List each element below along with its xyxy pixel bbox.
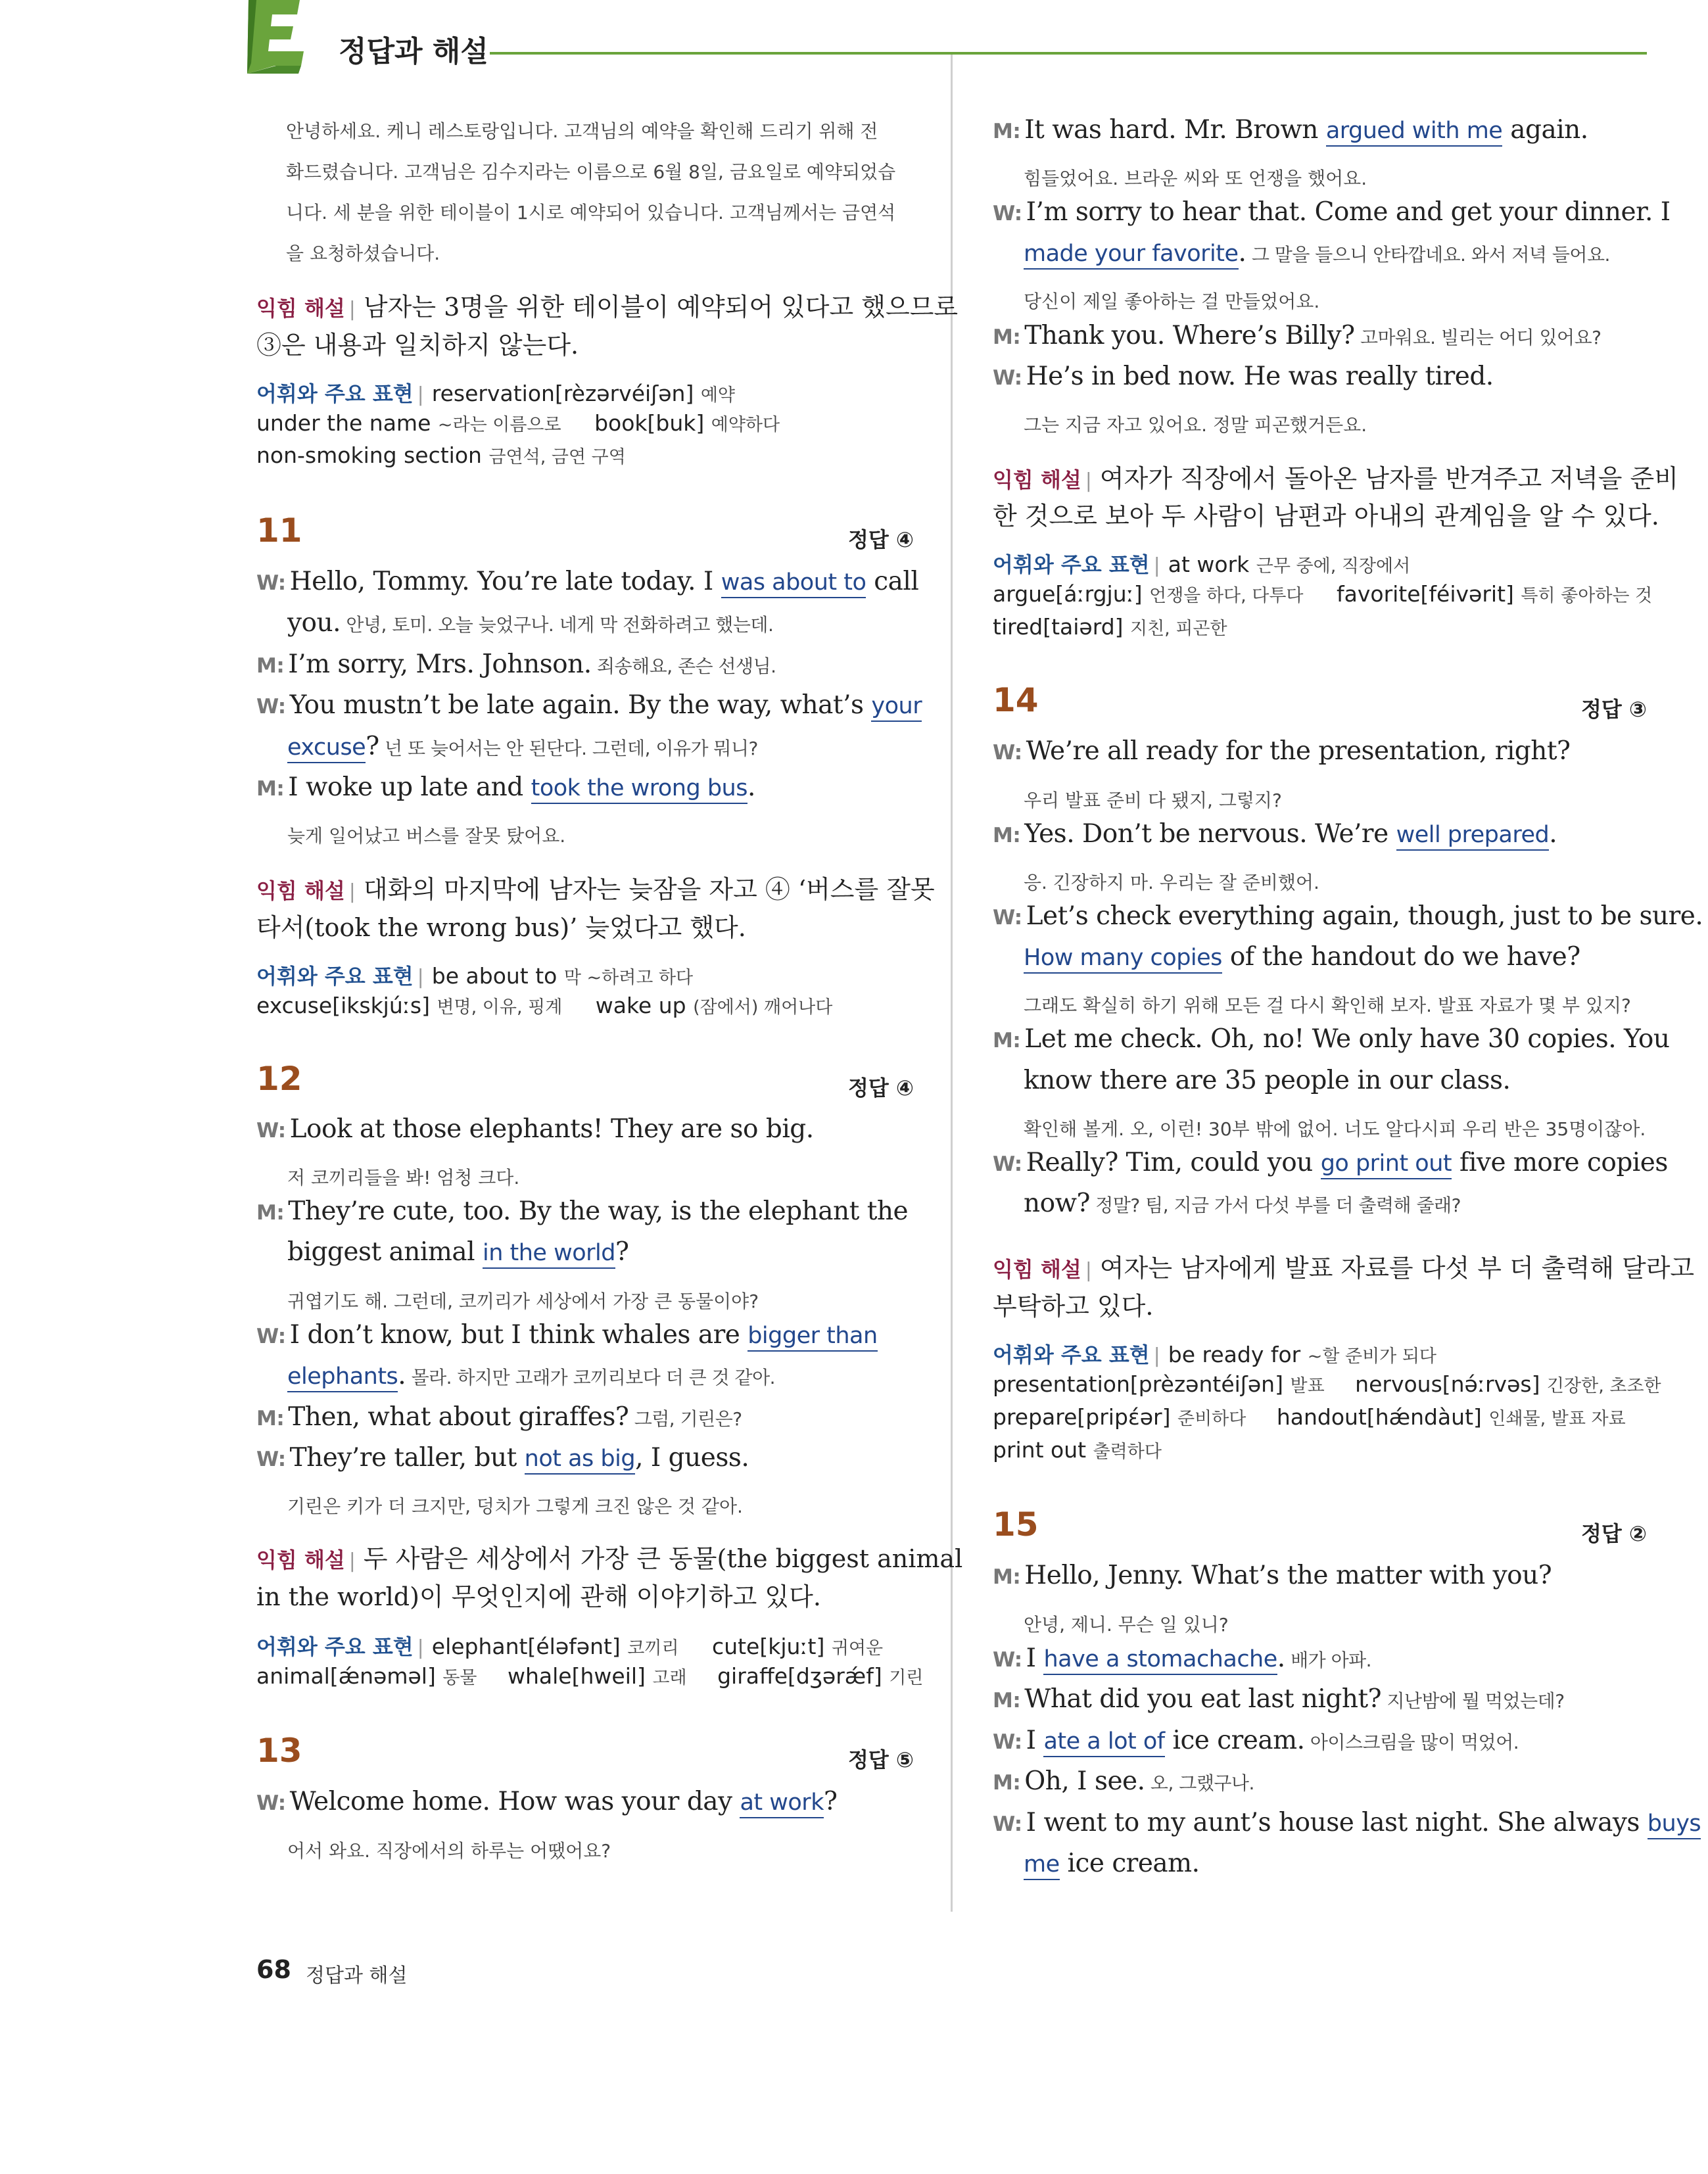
dialogue-text: .: [747, 772, 755, 802]
vocab-13-line: 어휘와 주요 표현 | at work 근무 중에, 직장에서: [993, 552, 1411, 577]
explanation-10: 익힘 해설 | 남자는 3명을 위한 테이블이 예약되어 있다고 했으므로: [256, 293, 959, 321]
dialogue-text: I went to my aunt’s house last night. She always: [1026, 1808, 1648, 1837]
explanation-14: 익힘 해설 | 여자는 남자에게 발표 자료를 다섯 부 더 출력해 달라고: [993, 1254, 1695, 1283]
dialogue-text: You mustn’t be late again. By the way, what’s: [289, 690, 872, 720]
dialogue-text: you.: [287, 608, 341, 638]
answer-key: 정답 ③: [1580, 697, 1647, 722]
vocab-11-line: 어휘와 주요 표현 | be about to 막 ~하려고 하다: [256, 963, 694, 989]
vocab-term: cute[kjuːt]: [712, 1634, 825, 1659]
blank-answer: go print out: [1321, 1150, 1452, 1179]
dialogue-line: [287, 1237, 629, 1267]
dialogue-text: , I guess.: [635, 1443, 749, 1473]
translation: 귀엽기도 해. 그런데, 코끼리가 세상에서 가장 큰 동물이야?: [287, 1290, 759, 1312]
page-header-title: 정답과 해설: [339, 35, 488, 68]
vocab-term: nervous[nə́ːrvəs]: [1355, 1371, 1540, 1397]
vocab-meaning: ~할 준비가 되다: [1307, 1346, 1437, 1367]
vocab-14-line: [993, 1371, 1661, 1397]
speaker-label: M:: [256, 654, 285, 678]
explanation-label: 익힘 해설: [993, 467, 1081, 492]
explanation-text: ③은 내용과 일치하지 않는다.: [256, 331, 579, 360]
dialogue-text: I woke up late and: [288, 772, 531, 802]
vocab-meaning: 근무 중에, 직장에서: [1256, 556, 1411, 577]
vocab-14-line: 어휘와 주요 표현 | be ready for ~할 준비가 되다: [993, 1342, 1437, 1367]
vocab-term: giraffe[dʒərǽf]: [717, 1663, 882, 1689]
answer-key: 정답 ④: [847, 527, 914, 552]
blank-answer: made your favorite: [1024, 241, 1239, 270]
blank-answer: buys: [1648, 1810, 1701, 1839]
dialogue-text: biggest animal: [287, 1237, 483, 1267]
vocab-term: print out: [993, 1437, 1087, 1463]
translation: 안녕, 제니. 무슨 일 있니?: [1024, 1614, 1229, 1636]
blank-answer: excuse: [287, 734, 366, 763]
speaker-label: M:: [993, 1771, 1021, 1795]
blank-answer: elephants: [287, 1363, 398, 1392]
vocab-meaning: 귀여운: [831, 1638, 884, 1659]
vocab-term: animal[ǽnəməl]: [256, 1663, 436, 1689]
translation: 고마워요. 빌리는 어디 있어요?: [1354, 327, 1601, 348]
vocab-11-line: [256, 993, 832, 1018]
intro-line: 화드렸습니다. 고객님은 김수지라는 이름으로 6월 8일, 금요일로 예약되었습: [286, 161, 896, 183]
dialogue-line: [1024, 942, 1580, 972]
dialogue-text: Really? Tim, could you: [1026, 1148, 1321, 1177]
translation: 그래도 확실히 하기 위해 모든 걸 다시 확인해 보자. 발표 자료가 몇 부 있지?: [1024, 995, 1631, 1016]
translation: 그는 지금 자고 있어요. 정말 피곤했거든요.: [1024, 414, 1367, 436]
dialogue-text: ?: [823, 1787, 838, 1816]
dialogue-line: [256, 1443, 749, 1473]
translation: 안녕, 토미. 오늘 늦었구나. 네게 막 전화하려고 했는데.: [341, 614, 774, 636]
header-rule: [490, 52, 1647, 55]
dialogue-text: ice cream.: [1059, 1849, 1200, 1878]
explanation-label: 익힘 해설: [256, 296, 345, 321]
dialogue-text: They’re cute, too. By the way, is the elephant the: [288, 1196, 909, 1226]
dialogue-text: ?: [615, 1237, 629, 1267]
vocab-label: 어휘와 주요 표현: [993, 1342, 1150, 1367]
translation: 죄송해요, 존슨 선생님.: [591, 655, 776, 677]
vocab-term: presentation[prèzəntéiʃən]: [993, 1371, 1283, 1397]
explanation-label: 익힘 해설: [993, 1257, 1081, 1282]
translation: 힘들었어요. 브라운 씨와 또 언쟁을 했어요.: [1024, 168, 1367, 189]
vocab-meaning: 긴장한, 초조한: [1546, 1376, 1661, 1396]
dialogue-line: [993, 1766, 1254, 1796]
vocab-label: 어휘와 주요 표현: [256, 381, 414, 406]
translation: 아이스크림을 많이 먹었어.: [1304, 1732, 1519, 1753]
explanation-text: 한 것으로 보아 두 사람이 남편과 아내의 관계임을 알 수 있다.: [993, 502, 1659, 531]
dialogue-text: now?: [1024, 1189, 1090, 1218]
dialogue-line: [287, 732, 758, 761]
vocab-term: argue[áːrgjuː]: [993, 581, 1143, 607]
vocab-term: at work: [1168, 552, 1250, 577]
dialogue-line: [993, 1561, 1552, 1590]
translation: 배가 아파.: [1285, 1649, 1372, 1671]
column-divider: [951, 55, 953, 1912]
vocab-meaning: 특히 좋아하는 것: [1521, 586, 1653, 606]
vocab-meaning: 변명, 이유, 핑계: [437, 997, 563, 1018]
vocab-term: handout[hǽndàut]: [1276, 1404, 1482, 1430]
blank-answer: at work: [740, 1789, 824, 1818]
speaker-label: W:: [993, 202, 1022, 225]
speaker-label: M:: [993, 1565, 1021, 1589]
answer-key: 정답 ④: [847, 1075, 914, 1100]
speaker-label: M:: [993, 824, 1021, 847]
intro-line: 안녕하세요. 케니 레스토랑입니다. 고객님의 예약을 확인해 드리기 위해 전: [286, 120, 878, 142]
page-number: 68: [256, 1955, 291, 1984]
dialogue-line: [256, 567, 918, 596]
speaker-label: W:: [256, 571, 286, 595]
dialogue-text: Hello, Jenny. What’s the matter with you?: [1024, 1561, 1552, 1590]
explanation-text: 남자는 3명을 위한 테이블이 예약되어 있다고 했으므로: [363, 293, 959, 321]
dialogue-text: .: [1549, 819, 1557, 849]
dialogue-text: five more copies: [1452, 1148, 1668, 1177]
vocab-meaning: 고래: [652, 1668, 687, 1688]
dialogue-line: [287, 608, 773, 638]
dialogue-text: Hello, Tommy. You’re late today. I: [289, 567, 721, 596]
explanation-13: 익힘 해설 | 여자가 직장에서 돌아온 남자를 반겨주고 저녁을 준비: [993, 464, 1678, 493]
explanation-text: 여자가 직장에서 돌아온 남자를 반겨주고 저녁을 준비: [1099, 464, 1678, 493]
dialogue-line: [1024, 1849, 1200, 1878]
vocab-term: reservation[rèzərvéiʃən]: [431, 381, 694, 406]
dialogue-line: [993, 362, 1494, 391]
dialogue-text: Yes. Don’t be nervous. We’re: [1024, 819, 1396, 849]
dialogue-line: [1024, 1189, 1461, 1218]
speaker-label: W:: [256, 695, 286, 719]
dialogue-text: We’re all ready for the presentation, right?: [1026, 736, 1571, 766]
speaker-label: M:: [993, 120, 1021, 143]
dialogue-line: [256, 1787, 837, 1816]
dialogue-text: Welcome home. How was your day: [289, 1787, 740, 1816]
speaker-label: M:: [256, 1407, 285, 1430]
explanation-text: in the world)이 무엇인지에 관해 이야기하고 있다.: [256, 1582, 821, 1611]
blank-answer: in the world: [483, 1240, 615, 1269]
dialogue-line: [993, 197, 1671, 227]
dialogue-text: They’re taller, but: [289, 1443, 525, 1473]
vocab-meaning: 지친, 피곤한: [1130, 619, 1227, 639]
vocab-term: elephant[éləfənt]: [431, 1634, 621, 1659]
dialogue-line: [993, 115, 1588, 145]
blank-answer: me: [1024, 1851, 1060, 1880]
translation: 그럼, 기린은?: [629, 1408, 742, 1430]
dialogue-text: I don’t know, but I think whales are: [289, 1320, 748, 1350]
speaker-label: W:: [256, 1325, 286, 1348]
blank-answer: ate a lot of: [1043, 1728, 1164, 1757]
vocab-meaning: 언쟁을 하다, 다투다: [1149, 586, 1304, 606]
dialogue-text: again.: [1502, 115, 1588, 145]
speaker-label: W:: [993, 1812, 1022, 1836]
vocab-term: book[buk]: [594, 410, 705, 436]
vocab-meaning: 금연석, 금연 구역: [488, 447, 626, 467]
dialogue-line: [993, 1148, 1668, 1177]
blank-answer: your: [871, 693, 922, 722]
footer-label: 정답과 해설: [306, 1964, 408, 1987]
intro-line: 을 요청하셨습니다.: [286, 243, 440, 264]
explanation-12: 익힘 해설 | 두 사람은 세상에서 가장 큰 동물(the biggest animal: [256, 1544, 963, 1573]
blank-answer: bigger than: [747, 1323, 877, 1352]
question-number: 13: [256, 1732, 302, 1770]
vocab-term: wake up: [595, 993, 686, 1018]
translation: 몰라. 하지만 고래가 코끼리보다 더 큰 것 같아.: [406, 1367, 776, 1388]
dialogue-line: [256, 772, 755, 802]
translation: 어서 와요. 직장에서의 하루는 어땠어요?: [287, 1840, 611, 1862]
speaker-label: M:: [993, 325, 1021, 349]
dialogue-line: [256, 690, 922, 720]
translation: 그 말을 들으니 안타깝네요. 와서 저녁 들어요.: [1246, 244, 1610, 266]
vocab-10-line: [256, 410, 780, 436]
translation: 확인해 볼게. 오, 이런! 30부 밖에 없어. 너도 알다시피 우리 반은 35명이잖아.: [1024, 1118, 1646, 1140]
dialogue-text: .: [1277, 1643, 1285, 1673]
dialogue-text: I: [1026, 1726, 1044, 1755]
dialogue-text: It was hard. Mr. Brown: [1024, 115, 1326, 145]
dialogue-text: I’m sorry to hear that. Come and get your dinner. I: [1026, 197, 1671, 227]
vocab-term: favorite[féivərit]: [1337, 581, 1514, 607]
blank-answer: took the wrong bus: [531, 775, 747, 804]
translation: 지난밤에 뭘 먹었는데?: [1381, 1690, 1565, 1712]
vocab-label: 어휘와 주요 표현: [256, 964, 414, 989]
dialogue-line: [256, 1114, 814, 1144]
answer-key: 정답 ⑤: [847, 1747, 914, 1772]
dialogue-text: Then, what about giraffes?: [288, 1402, 629, 1432]
dialogue-line: [993, 321, 1601, 350]
vocab-term: excuse[ikskjúːs]: [256, 993, 430, 1018]
explanation-text: 부탁하고 있다.: [993, 1292, 1154, 1321]
translation: 우리 발표 준비 다 됐지, 그렇지?: [1024, 790, 1282, 811]
vocab-13-line: [993, 581, 1652, 607]
vocab-term: non-smoking section: [256, 442, 482, 468]
explanation-label: 익힘 해설: [256, 878, 345, 903]
dialogue-line: [256, 650, 776, 679]
vocab-12-line: [256, 1663, 923, 1689]
translation: 기린은 키가 더 크지만, 덩치가 그렇게 크진 않은 것 같아.: [287, 1496, 743, 1517]
vocab-14-line: [993, 1437, 1162, 1463]
speaker-label: M:: [256, 777, 285, 801]
vocab-term: prepare[pripέər]: [993, 1404, 1171, 1430]
vocab-meaning: 준비하다: [1177, 1409, 1246, 1429]
speaker-label: W:: [993, 741, 1022, 765]
answer-key: 정답 ②: [1580, 1521, 1647, 1546]
dialogue-text: of the handout do we have?: [1222, 942, 1580, 972]
translation: 정말? 팀, 지금 가서 다섯 부를 더 출력해 줄래?: [1089, 1194, 1461, 1216]
dialogue-text: Let’s check everything again, though, just to be sure.: [1026, 901, 1703, 931]
vocab-meaning: 기린: [889, 1668, 924, 1688]
vocab-meaning: 예약: [700, 385, 736, 406]
dialogue-text: call: [866, 567, 919, 596]
explanation-text: 대화의 마지막에 남자는 늦잠을 자고 ④ ‘버스를 잘못: [363, 875, 935, 904]
dialogue-line: [993, 1726, 1519, 1755]
dialogue-text: .: [398, 1361, 406, 1390]
blank-answer: was about to: [721, 569, 866, 598]
vocab-12-line: 어휘와 주요 표현 | elephant[éləfənt] 코끼리 cute[kjuːt] 귀여운: [256, 1634, 884, 1659]
dialogue-line: know there are 35 people in our class.: [1024, 1066, 1511, 1095]
dialogue-text: .: [1238, 238, 1246, 268]
vocab-label: 어휘와 주요 표현: [256, 1634, 414, 1659]
speaker-label: W:: [993, 1730, 1022, 1754]
vocab-meaning: 발표: [1290, 1376, 1325, 1396]
vocab-10-line: [256, 442, 626, 468]
speaker-label: M:: [993, 1689, 1021, 1713]
intro-line: 니다. 세 분을 위한 테이블이 1시로 예약되어 있습니다. 고객님께서는 금연석: [286, 202, 896, 224]
vocab-term: tired[taiərd]: [993, 614, 1124, 640]
vocab-14-line: [993, 1404, 1626, 1430]
speaker-label: M:: [256, 1201, 285, 1225]
dialogue-line: [287, 1361, 775, 1390]
speaker-label: W:: [993, 1152, 1022, 1176]
dialogue-text: Oh, I see.: [1024, 1766, 1145, 1796]
translation: 저 코끼리들을 봐! 엄청 크다.: [287, 1167, 520, 1189]
dialogue-text: Look at those elephants! They are so big.: [289, 1114, 814, 1144]
vocab-label: 어휘와 주요 표현: [993, 552, 1150, 577]
blank-answer: well prepared: [1396, 822, 1550, 851]
translation: 넌 또 늦어서는 안 된단다. 그런데, 이유가 뭐니?: [379, 738, 758, 759]
blank-answer: argued with me: [1326, 118, 1503, 147]
question-number: 14: [993, 681, 1039, 719]
dialogue-line: [993, 1808, 1701, 1837]
translation: 오, 그랬구나.: [1145, 1772, 1254, 1794]
dialogue-line: [993, 1684, 1565, 1714]
vocab-10-line: 어휘와 주요 표현 | reservation[rèzərvéiʃən] 예약: [256, 381, 736, 406]
explanation-text: 두 사람은 세상에서 가장 큰 동물(the biggest animal: [363, 1544, 963, 1573]
speaker-label: W:: [993, 1648, 1022, 1672]
dialogue-text: I: [1026, 1643, 1044, 1673]
vocab-meaning: ~라는 이름으로: [437, 415, 561, 435]
brand-logo-icon: [242, 0, 334, 74]
blank-answer: not as big: [525, 1446, 635, 1475]
blank-answer: How many copies: [1024, 945, 1222, 974]
dialogue-line: [256, 1196, 908, 1226]
question-number: 11: [256, 511, 302, 550]
dialogue-line: [993, 901, 1703, 931]
vocab-term: whale[hweil]: [508, 1663, 646, 1689]
dialogue-text: I’m sorry, Mrs. Johnson.: [288, 650, 592, 679]
speaker-label: W:: [993, 366, 1022, 390]
dialogue-line: [993, 736, 1570, 766]
vocab-meaning: 인쇄물, 발표 자료: [1488, 1409, 1626, 1429]
dialogue-text: He’s in bed now. He was really tired.: [1026, 362, 1494, 391]
dialogue-line: [993, 1643, 1371, 1673]
vocab-meaning: 예약하다: [711, 415, 780, 435]
dialogue-line: [256, 1402, 742, 1432]
dialogue-line: [993, 819, 1557, 849]
dialogue-text: ?: [366, 732, 379, 761]
explanation-11: 익힘 해설 | 대화의 마지막에 남자는 늦잠을 자고 ④ ‘버스를 잘못: [256, 875, 935, 904]
vocab-meaning: 출력하다: [1093, 1442, 1162, 1462]
dialogue-text: Let me check. Oh, no! We only have 30 copies. You: [1024, 1024, 1670, 1054]
speaker-label: W:: [256, 1448, 286, 1471]
dialogue-text: Thank you. Where’s Billy?: [1024, 321, 1355, 350]
translation: 당신이 제일 좋아하는 걸 만들었어요.: [1024, 291, 1320, 312]
vocab-meaning: 코끼리: [627, 1638, 679, 1659]
question-number: 15: [993, 1505, 1039, 1544]
explanation-text: 타서(took the wrong bus)’ 늦었다고 했다.: [256, 913, 746, 942]
speaker-label: W:: [993, 906, 1022, 930]
dialogue-line: [993, 1024, 1670, 1054]
translation: 늦게 일어났고 버스를 잘못 탔어요.: [287, 825, 566, 847]
dialogue-line: [1024, 238, 1610, 268]
question-number: 12: [256, 1060, 302, 1098]
vocab-13-line: [993, 614, 1227, 640]
blank-answer: have a stomachache: [1043, 1646, 1277, 1675]
translation: 응. 긴장하지 마. 우리는 잘 준비했어.: [1024, 872, 1319, 893]
dialogue-text: ice cream.: [1164, 1726, 1305, 1755]
dialogue-line: [256, 1320, 878, 1350]
speaker-label: M:: [993, 1029, 1021, 1052]
dialogue-text: What did you eat last night?: [1024, 1684, 1382, 1714]
vocab-meaning: 동물: [442, 1668, 477, 1688]
vocab-term: be ready for: [1168, 1342, 1301, 1367]
vocab-term: be about to: [431, 963, 557, 989]
vocab-meaning: 막 ~하려고 하다: [563, 968, 694, 988]
vocab-term: under the name: [256, 410, 431, 436]
speaker-label: W:: [256, 1791, 286, 1815]
vocab-meaning: (잠에서) 깨어나다: [693, 997, 833, 1018]
speaker-label: W:: [256, 1119, 286, 1143]
explanation-label: 익힘 해설: [256, 1548, 345, 1572]
explanation-text: 여자는 남자에게 발표 자료를 다섯 부 더 출력해 달라고: [1099, 1254, 1695, 1283]
